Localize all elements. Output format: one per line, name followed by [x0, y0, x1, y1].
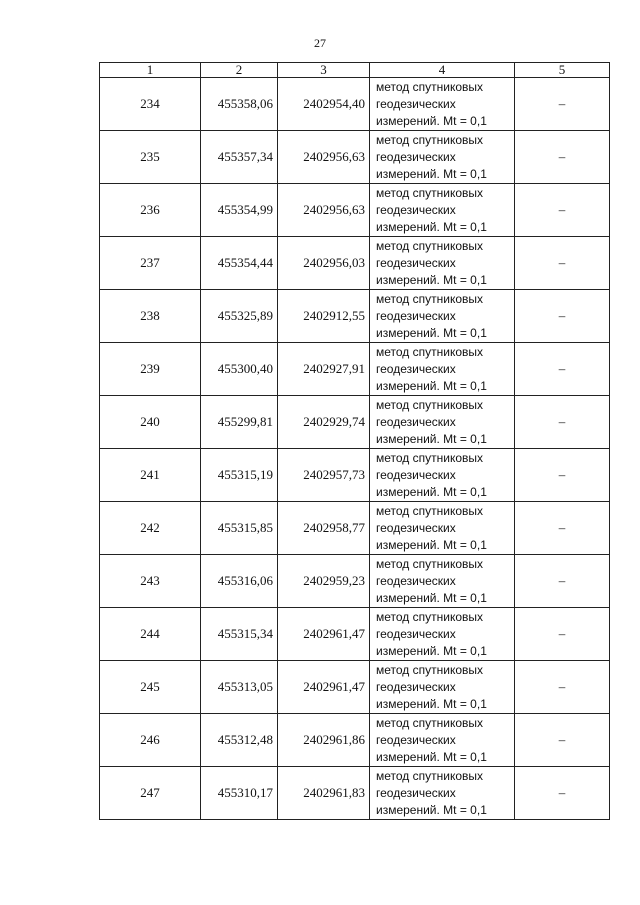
page-number: 27 [314, 36, 326, 50]
y-coordinate-cell: 2402912,55 [278, 290, 370, 343]
point-number-cell: 235 [100, 131, 201, 184]
y-coordinate-cell: 2402956,63 [278, 131, 370, 184]
method-cell [370, 290, 515, 343]
method-line: геодезических [376, 626, 456, 641]
x-coordinate-cell: 455325,89 [201, 290, 278, 343]
column-5-cell: – [515, 237, 610, 290]
table-row [100, 290, 610, 343]
method-line: метод спутниковых [376, 344, 484, 359]
method-line: измерений. Mt = 0,1 [376, 166, 487, 181]
method-line: геодезических [376, 467, 456, 482]
method-line: метод спутниковых [376, 556, 484, 571]
column-5-cell: – [515, 131, 610, 184]
column-5-cell: – [515, 184, 610, 237]
y-coordinate-cell: 2402929,74 [278, 396, 370, 449]
point-number-cell: 242 [100, 502, 201, 555]
method-cell [370, 502, 515, 555]
point-number-cell: 238 [100, 290, 201, 343]
table-row [100, 661, 610, 714]
x-coordinate-cell: 455315,19 [201, 449, 278, 502]
method-cell [370, 661, 515, 714]
table-row [100, 714, 610, 767]
column-5-cell: – [515, 767, 610, 820]
y-coordinate-cell: 2402961,47 [278, 661, 370, 714]
method-line: измерений. Mt = 0,1 [376, 325, 487, 340]
table-row [100, 237, 610, 290]
method-cell [370, 767, 515, 820]
method-line: геодезических [376, 573, 456, 588]
table-row [100, 502, 610, 555]
x-coordinate-cell: 455315,85 [201, 502, 278, 555]
y-coordinate-cell: 2402961,86 [278, 714, 370, 767]
method-line: геодезических [376, 96, 456, 111]
y-coordinate-cell: 2402961,47 [278, 608, 370, 661]
point-number-cell: 239 [100, 343, 201, 396]
method-cell [370, 78, 515, 131]
table-row [100, 343, 610, 396]
column-5-cell: – [515, 502, 610, 555]
header-col-1: 1 [100, 63, 201, 78]
method-line: геодезических [376, 308, 456, 323]
method-line: метод спутниковых [376, 291, 484, 306]
table-row [100, 767, 610, 820]
column-5-cell: – [515, 714, 610, 767]
method-line: геодезических [376, 679, 456, 694]
y-coordinate-cell: 2402927,91 [278, 343, 370, 396]
table-row [100, 608, 610, 661]
point-number-cell: 236 [100, 184, 201, 237]
method-line: измерений. Mt = 0,1 [376, 749, 487, 764]
y-coordinate-cell: 2402956,03 [278, 237, 370, 290]
method-line: метод спутниковых [376, 450, 484, 465]
x-coordinate-cell: 455358,06 [201, 78, 278, 131]
method-line: геодезических [376, 414, 456, 429]
x-coordinate-cell: 455312,48 [201, 714, 278, 767]
point-number-cell: 244 [100, 608, 201, 661]
method-cell [370, 237, 515, 290]
x-coordinate-cell: 455300,40 [201, 343, 278, 396]
method-line: метод спутниковых [376, 185, 484, 200]
coordinates-table [99, 62, 610, 820]
point-number-cell: 245 [100, 661, 201, 714]
method-line: геодезических [376, 149, 456, 164]
method-line: метод спутниковых [376, 503, 484, 518]
table-row [100, 184, 610, 237]
x-coordinate-cell: 455357,34 [201, 131, 278, 184]
column-5-cell: – [515, 78, 610, 131]
header-col-4: 4 [370, 63, 515, 78]
table-body [100, 78, 610, 820]
y-coordinate-cell: 2402957,73 [278, 449, 370, 502]
method-line: измерений. Mt = 0,1 [376, 272, 487, 287]
table-header [100, 63, 610, 78]
method-line: метод спутниковых [376, 132, 484, 147]
method-cell [370, 343, 515, 396]
table-row [100, 555, 610, 608]
y-coordinate-cell: 2402961,83 [278, 767, 370, 820]
method-line: измерений. Mt = 0,1 [376, 431, 487, 446]
method-line: измерений. Mt = 0,1 [376, 113, 487, 128]
method-line: геодезических [376, 732, 456, 747]
y-coordinate-cell: 2402958,77 [278, 502, 370, 555]
method-line: геодезических [376, 785, 456, 800]
column-5-cell: – [515, 396, 610, 449]
table-row [100, 78, 610, 131]
header-col-2: 2 [201, 63, 278, 78]
method-cell [370, 449, 515, 502]
point-number-cell: 237 [100, 237, 201, 290]
method-line: геодезических [376, 520, 456, 535]
x-coordinate-cell: 455310,17 [201, 767, 278, 820]
y-coordinate-cell: 2402956,63 [278, 184, 370, 237]
method-line: измерений. Mt = 0,1 [376, 590, 487, 605]
method-line: измерений. Mt = 0,1 [376, 696, 487, 711]
method-line: метод спутниковых [376, 715, 484, 730]
method-line: геодезических [376, 361, 456, 376]
point-number-cell: 247 [100, 767, 201, 820]
point-number-cell: 246 [100, 714, 201, 767]
column-5-cell: – [515, 343, 610, 396]
method-line: измерений. Mt = 0,1 [376, 219, 487, 234]
method-line: измерений. Mt = 0,1 [376, 802, 487, 817]
method-line: измерений. Mt = 0,1 [376, 537, 487, 552]
method-cell [370, 131, 515, 184]
point-number-cell: 234 [100, 78, 201, 131]
method-cell [370, 396, 515, 449]
point-number-cell: 241 [100, 449, 201, 502]
method-line: измерений. Mt = 0,1 [376, 378, 487, 393]
column-5-cell: – [515, 608, 610, 661]
column-5-cell: – [515, 661, 610, 714]
header-row [100, 63, 610, 78]
y-coordinate-cell: 2402959,23 [278, 555, 370, 608]
x-coordinate-cell: 455354,44 [201, 237, 278, 290]
method-line: метод спутниковых [376, 397, 484, 412]
point-number-cell: 240 [100, 396, 201, 449]
method-line: метод спутниковых [376, 609, 484, 624]
column-5-cell: – [515, 290, 610, 343]
y-coordinate-cell: 2402954,40 [278, 78, 370, 131]
x-coordinate-cell: 455299,81 [201, 396, 278, 449]
table-row [100, 131, 610, 184]
method-cell [370, 184, 515, 237]
method-line: метод спутниковых [376, 768, 484, 783]
header-col-5: 5 [515, 63, 610, 78]
x-coordinate-cell: 455313,05 [201, 661, 278, 714]
x-coordinate-cell: 455315,34 [201, 608, 278, 661]
method-line: измерений. Mt = 0,1 [376, 643, 487, 658]
method-cell [370, 714, 515, 767]
method-line: метод спутниковых [376, 79, 484, 94]
column-5-cell: – [515, 449, 610, 502]
method-cell [370, 608, 515, 661]
method-line: геодезических [376, 202, 456, 217]
table-row [100, 449, 610, 502]
method-line: метод спутниковых [376, 238, 484, 253]
column-5-cell: – [515, 555, 610, 608]
header-col-3: 3 [278, 63, 370, 78]
x-coordinate-cell: 455316,06 [201, 555, 278, 608]
table-row [100, 396, 610, 449]
method-line: метод спутниковых [376, 662, 484, 677]
method-cell [370, 555, 515, 608]
x-coordinate-cell: 455354,99 [201, 184, 278, 237]
point-number-cell: 243 [100, 555, 201, 608]
method-line: геодезических [376, 255, 456, 270]
method-line: измерений. Mt = 0,1 [376, 484, 487, 499]
